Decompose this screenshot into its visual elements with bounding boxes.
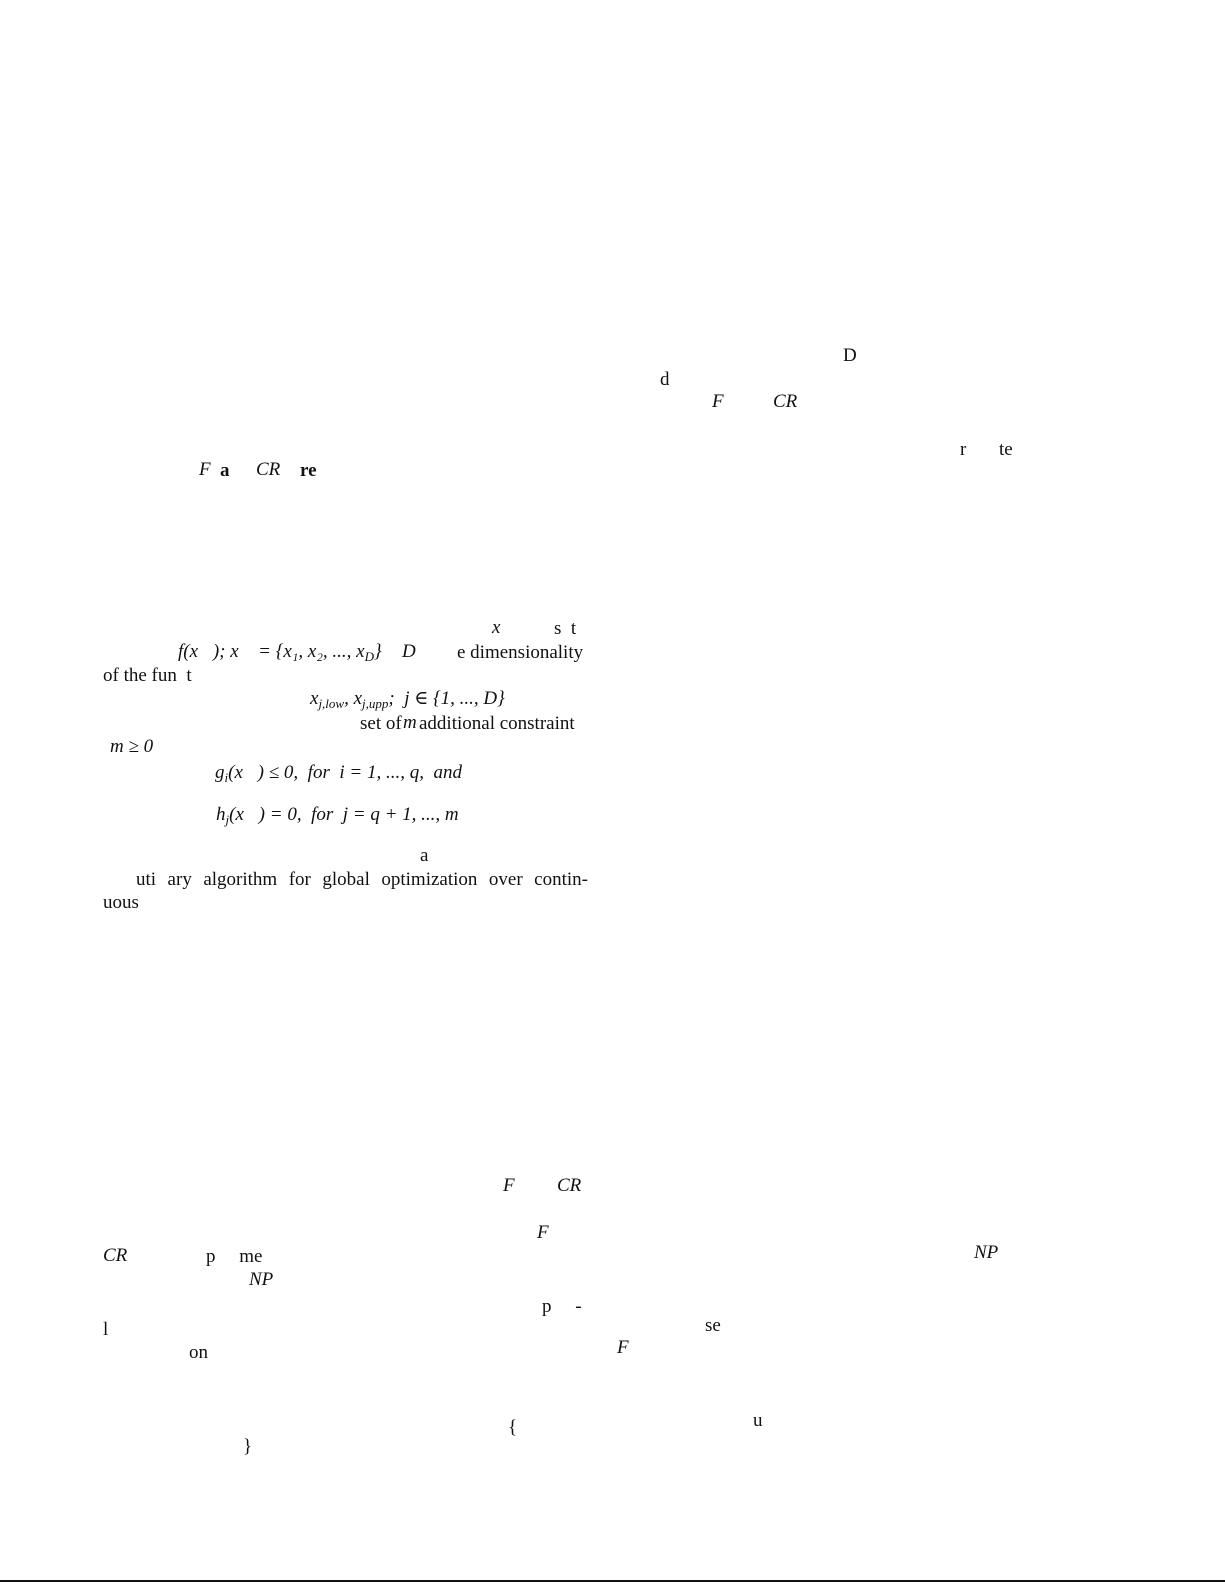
text-fragment: se bbox=[705, 1315, 721, 1336]
brace-close: } bbox=[243, 1436, 253, 1457]
math-expression: m ≥ 0 bbox=[110, 736, 154, 757]
text-fragment: p me bbox=[206, 1246, 263, 1267]
math-symbol: CR bbox=[557, 1175, 582, 1196]
text-fragment: l bbox=[103, 1319, 109, 1340]
math-symbol: F bbox=[199, 459, 211, 480]
math-symbol: F bbox=[503, 1175, 515, 1196]
math-symbol: F bbox=[712, 391, 724, 412]
math-symbol: CR bbox=[103, 1245, 128, 1266]
math-symbol: x⃗ bbox=[492, 617, 516, 638]
text-line: uti ary algorithm for global optimization over contin- bbox=[136, 869, 588, 890]
math-expression: $x_{j,low}$, $x_{j,upp}$; j ∈ {1, ..., D} bbox=[310, 688, 505, 711]
math-symbol: NP bbox=[249, 1269, 274, 1290]
text-fragment: te bbox=[999, 439, 1013, 460]
math-symbol: D bbox=[402, 641, 416, 662]
math-symbol: F bbox=[617, 1337, 629, 1358]
text-fragment: d bbox=[660, 369, 670, 390]
text-fragment: e dimensionality bbox=[457, 642, 584, 663]
text-fragment: re bbox=[300, 460, 317, 481]
page-bottom-rule bbox=[0, 1580, 1225, 1582]
brace-open: { bbox=[508, 1417, 518, 1438]
math-symbol: NP bbox=[974, 1242, 999, 1263]
text-fragment: a bbox=[420, 845, 429, 866]
math-equation-equality: $h_j(x⃗) = 0$, for j = q + 1, ..., m bbox=[216, 804, 459, 827]
text-fragment: p - bbox=[542, 1296, 582, 1317]
text-fragment: of the fun t bbox=[103, 665, 192, 686]
text-fragment: on bbox=[189, 1342, 208, 1363]
text-fragment: u bbox=[753, 1410, 763, 1431]
text-fragment: a bbox=[220, 460, 230, 481]
math-symbol: m bbox=[403, 712, 417, 733]
text-fragment: additional constraint bbox=[419, 713, 575, 734]
text-fragment: D bbox=[843, 345, 857, 366]
text-fragment: r bbox=[960, 439, 967, 460]
text-fragment: uous bbox=[103, 892, 139, 913]
math-symbol: CR bbox=[773, 391, 798, 412]
math-expression: f(x⃗); x⃗ = {x₁, x₂, ..., $x_D$} bbox=[178, 641, 382, 664]
text-fragment: s t bbox=[554, 618, 577, 639]
math-symbol: CR bbox=[256, 459, 281, 480]
math-equation-inequality: $g_i(x⃗) \le 0$, for i = 1, ..., q, and bbox=[215, 762, 462, 785]
text-fragment: set of bbox=[360, 713, 402, 734]
math-symbol: F bbox=[537, 1222, 549, 1243]
